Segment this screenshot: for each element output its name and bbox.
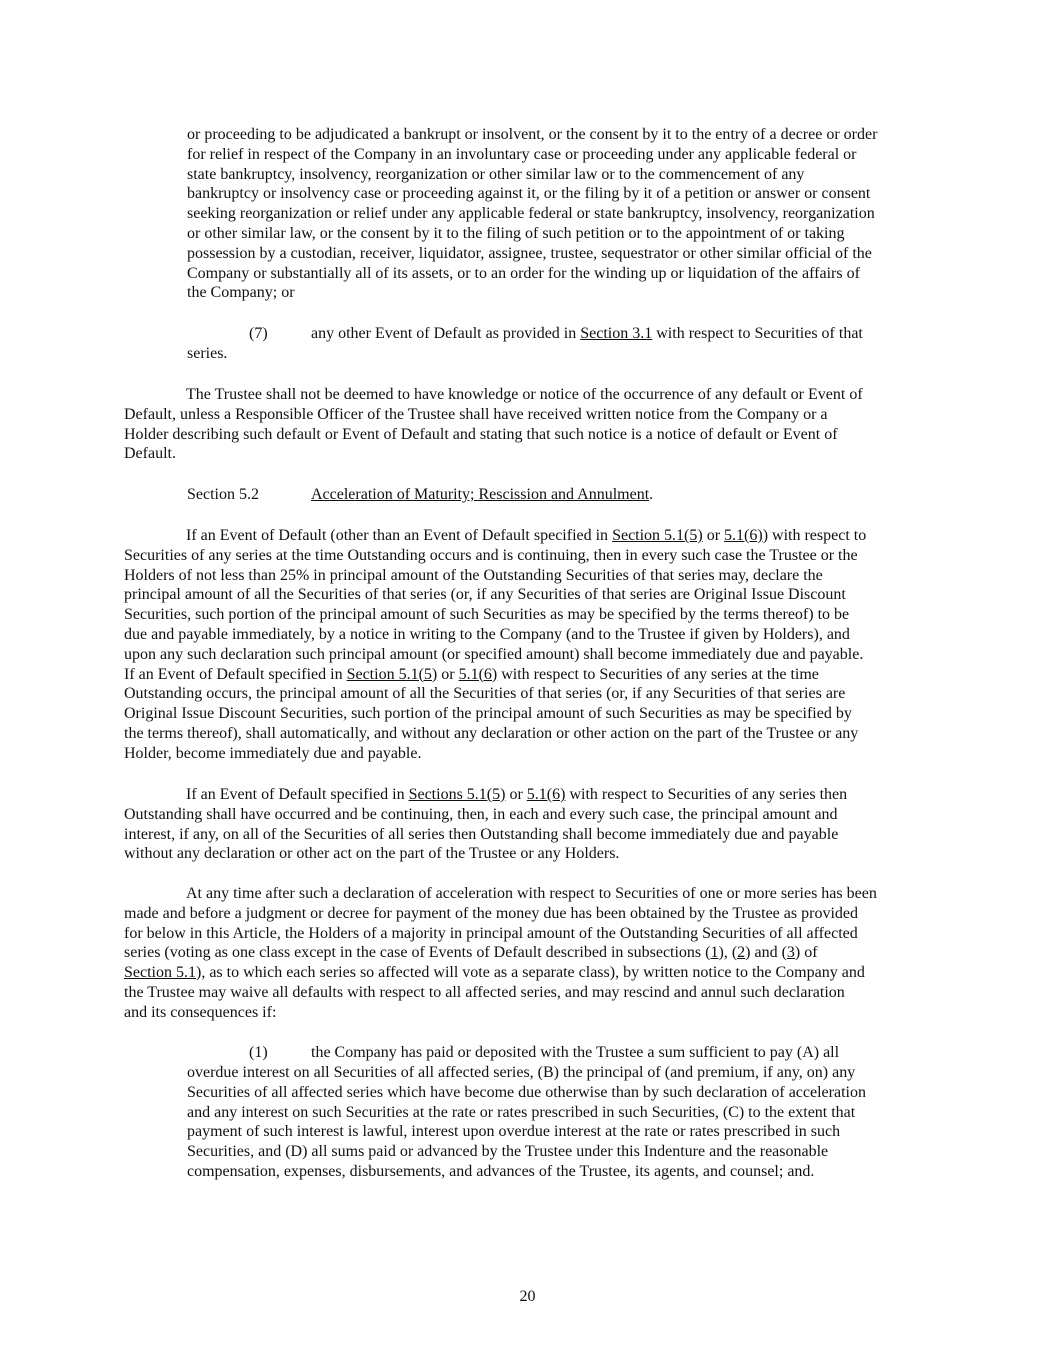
item-7-text xyxy=(311,324,863,344)
item-7-text-continuation: series. xyxy=(187,345,228,362)
text-line xyxy=(124,785,847,805)
text-line: upon any such declaration such principal amount (or specified amount) shall become immediately due and payable. xyxy=(124,645,864,663)
text-line: the Company; or xyxy=(187,284,295,302)
text-line: overdue interest on all Securities of all affected series, (B) the principal of (and premium, if any, on) any xyxy=(187,1064,856,1081)
section-title: Acceleration of Maturity; Rescission and Annulment xyxy=(311,486,650,503)
text-line: Securities of any series at the time Outstanding occurs and is continuing, then in every such case the Trustee or the xyxy=(124,546,858,564)
text-line: made and before a judgment or decree for payment of the money due has been obtained by the Trustee as provided xyxy=(124,904,858,922)
paragraph-trustee-notice xyxy=(124,385,863,464)
text-line: state bankruptcy, insolvency, reorganization or other similar law or to the commencement of any xyxy=(187,165,805,183)
subsection-1-link[interactable]: 1 xyxy=(710,944,719,962)
text-line: Holders of not less than 25% in principal amount of the Outstanding Securities of that series may, declare the xyxy=(124,566,823,584)
item-1-text-continuation xyxy=(187,1063,866,1182)
text-run: with respect to Securities of that xyxy=(652,325,863,342)
paragraph-bankruptcy-continuation xyxy=(187,125,877,303)
text-run: any other Event of Default as provided in xyxy=(311,325,581,342)
paragraph-automatic-acceleration xyxy=(124,785,847,864)
text-run: ) with respect to xyxy=(762,527,867,544)
subsection-3-link[interactable]: 3 xyxy=(786,944,795,962)
text-line: compensation, expenses, disbursements, and advances of the Trustee, its agents, and counsel; and. xyxy=(187,1162,815,1180)
text-line: At any time after such a declaration of acceleration with respect to Securities of one or more series has been xyxy=(186,885,877,902)
text-line: due and payable immediately, by a notice in writing to the Company (and to the Trustee if given by Holders), and xyxy=(124,625,850,643)
item-7-number: (7) xyxy=(249,325,268,342)
text-run: ) and ( xyxy=(745,944,787,962)
section-5-1-5-link[interactable]: Section 5.1(5) xyxy=(346,665,438,683)
text-line: The Trustee shall not be deemed to have knowledge or notice of the occurrence of any default or Event of xyxy=(186,386,863,403)
text-run: ), ( xyxy=(718,944,738,962)
paragraph-acceleration xyxy=(124,526,866,764)
text-run: If an Event of Default specified in xyxy=(186,786,409,803)
text-line: Holder describing such default or Event of Default and stating that such notice is a notice of default or Event of xyxy=(124,425,838,443)
text-line: interest, if any, on all of the Securities of all series then Outstanding shall become immediately due and payable xyxy=(124,825,839,843)
text-line: or proceeding to be adjudicated a bankrupt or insolvent, or the consent by it to the entry of a decree or order xyxy=(187,126,878,143)
text-run: ), as to which each series so affected will vote as a separate class), by written notice to the Company and xyxy=(196,964,865,982)
text-run: ) of xyxy=(794,944,818,962)
subsection-2-link[interactable]: 2 xyxy=(737,944,746,962)
text-line: Outstanding shall have occurred and be continuing, then, in each and every such case, the principal amount and xyxy=(124,805,838,823)
text-run: If an Event of Default specified in xyxy=(124,665,347,683)
text-line xyxy=(124,665,866,685)
section-5-1-link[interactable]: Section 5.1 xyxy=(124,964,196,982)
text-run: If an Event of Default (other than an Event of Default specified in xyxy=(186,527,613,544)
text-run: or xyxy=(702,527,725,544)
item-1-number: (1) xyxy=(249,1044,268,1061)
text-run: or xyxy=(505,786,527,803)
text-run: with respect to Securities of any series then xyxy=(565,786,848,803)
text-line: and its consequences if: xyxy=(124,1003,277,1021)
text-line: seeking reorganization or relief under any applicable federal or state bankruptcy, insolvency, reorganization xyxy=(187,205,875,223)
text-line: for relief in respect of the Company in an involuntary case or proceeding under any applicable federal or xyxy=(187,145,857,163)
paragraph-rescission xyxy=(124,884,877,1023)
text-line: Company or substantially all of its assets, or to an order for the winding up or liquidation of the affairs of xyxy=(187,264,860,282)
text-line: Securities, and (D) all sums paid or advanced by the Trustee under this Indenture and the reasonable xyxy=(187,1143,829,1161)
text-line: the Trustee may waive all defaults with respect to all affected series, and may rescind and annul such declaration xyxy=(124,983,845,1001)
item-1-text: the Company has paid or deposited with the Trustee a sum sufficient to pay (A) all xyxy=(311,1044,840,1061)
sections-5-1-5-link[interactable]: Sections 5.1(5) xyxy=(408,786,506,803)
text-line: or other similar law, or the consent by it to the filing of such petition or to the appointment of or taking xyxy=(187,224,845,242)
text-line xyxy=(124,963,877,983)
text-line: the terms thereof), shall automatically, and without any declaration or other action on the part of the Trustee or any xyxy=(124,724,859,742)
text-line: without any declaration or other act on the part of the Trustee or any Holders. xyxy=(124,845,620,863)
text-line: Default, unless a Responsible Officer of the Trustee shall have received written notice from the Company or a xyxy=(124,405,828,423)
text-run: . xyxy=(649,486,654,503)
section-5-1-6-link[interactable]: 5.1(6) xyxy=(458,665,498,683)
section-5-1-6-link[interactable]: 5.1(6) xyxy=(724,527,763,544)
section-3-1-link[interactable]: Section 3.1 xyxy=(580,325,653,342)
section-5-2-heading xyxy=(311,485,653,505)
section-5-2-number: Section 5.2 xyxy=(187,486,259,503)
text-line: and any interest on such Securities at the rate or rates prescribed in such Securities, (C) to the extent that xyxy=(187,1103,856,1121)
text-line: payment of such interest is lawful, interest upon overdue interest at the rate or rates prescribed in such xyxy=(187,1123,841,1141)
section-5-1-6-link[interactable]: 5.1(6) xyxy=(526,786,566,803)
text-line: Outstanding occurs, the principal amount of all the Securities of that series (or, if any Securities of that series are xyxy=(124,685,846,703)
text-line: Original Issue Discount Securities, such portion of the principal amount of such Securities as may be specified by xyxy=(124,705,852,723)
section-5-1-5-link[interactable]: Section 5.1(5) xyxy=(612,527,703,544)
text-line: for below in this Article, the Holders of a majority in principal amount of the Outstanding Securities of all affected xyxy=(124,924,858,942)
text-line xyxy=(124,943,877,963)
text-run: with respect to Securities of any series at the time xyxy=(497,665,819,683)
text-line: Holder, become immediately due and payable. xyxy=(124,744,422,762)
text-line: Securities, such portion of the principal amount of such Securities as may be specified by the terms thereof) to be xyxy=(124,606,850,624)
text-line: possession by a custodian, receiver, liquidator, assignee, trustee, sequestrator or other similar official of the xyxy=(187,244,872,262)
text-line: Default. xyxy=(124,445,176,463)
text-line xyxy=(124,526,866,546)
text-run: series (voting as one class except in the case of Events of Default described in subsections ( xyxy=(124,944,711,962)
page-number: 20 xyxy=(519,1288,536,1305)
text-line: principal amount of all the Securities of that series (or, if any Securities of that series are Original Issue Discount xyxy=(124,586,846,604)
text-line: Securities of all affected series which have become due otherwise than by such declaration of acceleration xyxy=(187,1083,866,1101)
text-run: or xyxy=(437,665,459,683)
text-line: bankruptcy or insolvency case or proceeding against it, or the filing by it of a petition or answer or consent xyxy=(187,185,871,203)
